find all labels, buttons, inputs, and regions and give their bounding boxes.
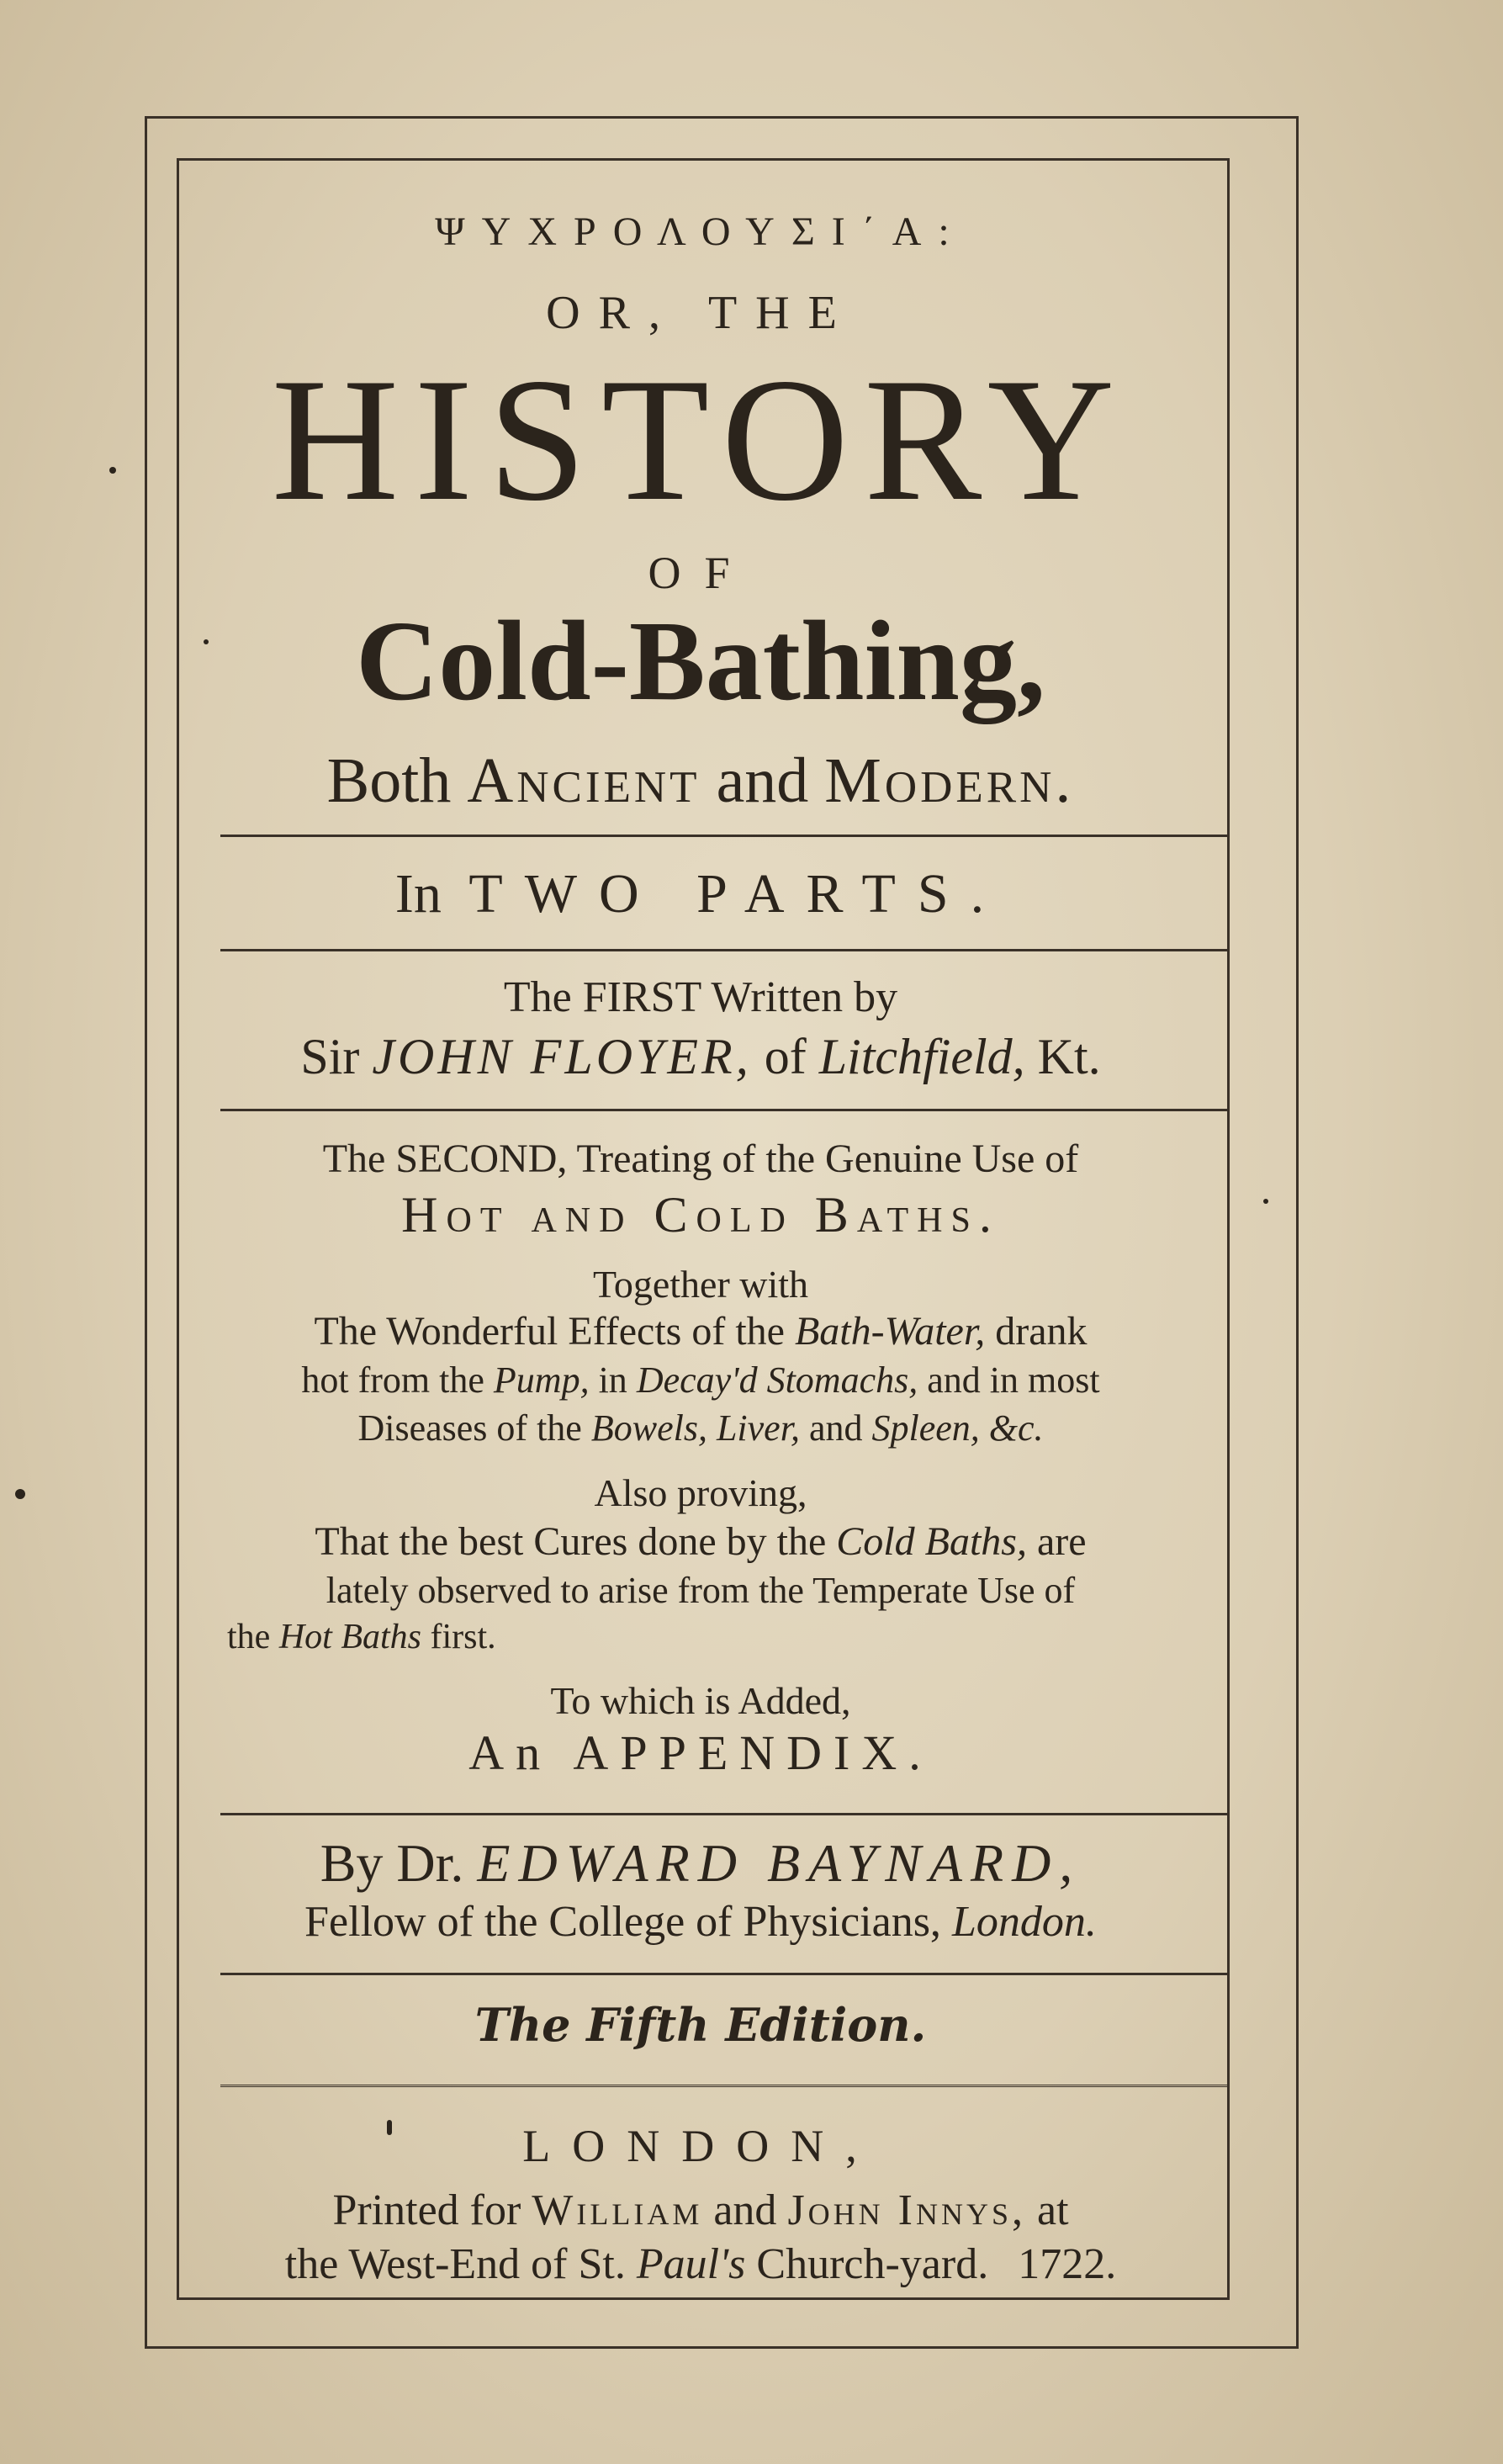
together-line-3 bbox=[177, 1407, 1225, 1449]
fellow-line bbox=[177, 1897, 1225, 1947]
ink-speck bbox=[387, 2120, 392, 2135]
printed-for-line bbox=[177, 2186, 1225, 2235]
ink-speck bbox=[204, 639, 209, 644]
ancient-modern-line bbox=[177, 744, 1225, 818]
also-line-3 bbox=[177, 1617, 1225, 1657]
text: the West-End of St. bbox=[284, 2240, 626, 2288]
appendix-line: An APPENDIX. bbox=[468, 1725, 933, 1780]
text: John Innys, bbox=[787, 2186, 1026, 2234]
text: first. bbox=[430, 1618, 496, 1656]
text: at bbox=[1037, 2186, 1069, 2234]
text: Paul's bbox=[636, 2240, 746, 2288]
text: Spleen, &c. bbox=[871, 1407, 1044, 1449]
text: Hot Baths bbox=[278, 1618, 421, 1656]
text: Fellow of the College of Physicians, bbox=[304, 1898, 941, 1946]
hot-cold-baths: Hot and Cold Baths. bbox=[401, 1187, 1000, 1243]
baynard-name: EDWARD BAYNARD, bbox=[477, 1833, 1082, 1893]
divider-rule bbox=[220, 1973, 1228, 1975]
text: Decay'd Stomachs, bbox=[636, 1359, 918, 1401]
second-part-line: The SECOND, Treating of the Genuine Use of bbox=[322, 1137, 1079, 1181]
of-heading: OF bbox=[648, 548, 754, 598]
together-heading: Together with bbox=[592, 1263, 809, 1306]
divider-rule bbox=[220, 1813, 1228, 1815]
text: and in most bbox=[927, 1359, 1100, 1401]
also-line-1 bbox=[177, 1518, 1225, 1565]
text: and bbox=[808, 1407, 863, 1449]
and-text: and bbox=[716, 745, 809, 816]
text: Bowels, Liver, bbox=[590, 1407, 800, 1449]
or-the: OR, THE bbox=[546, 287, 855, 339]
cold-bathing-heading: Cold-Bathing, bbox=[356, 598, 1045, 724]
text: London. bbox=[951, 1898, 1097, 1946]
double-rule bbox=[220, 2085, 1228, 2092]
text: Bath-Water, bbox=[794, 1309, 986, 1354]
together-line-2 bbox=[177, 1359, 1225, 1402]
both-text: Both bbox=[326, 745, 452, 816]
text: in bbox=[598, 1359, 627, 1401]
kt-text: Kt. bbox=[1037, 1029, 1101, 1084]
history-heading: HISTORY bbox=[271, 342, 1130, 538]
ancient-text: Ancient bbox=[467, 745, 701, 816]
ink-speck bbox=[1263, 1199, 1268, 1204]
two-parts-text: TWO PARTS. bbox=[468, 863, 1007, 925]
ink-speck bbox=[15, 1489, 25, 1499]
text: are bbox=[1036, 1519, 1087, 1564]
divider-rule bbox=[220, 949, 1228, 951]
also-line-2: lately observed to arise from the Temperate Use of bbox=[325, 1570, 1076, 1611]
text: Cold Baths, bbox=[836, 1519, 1027, 1564]
first-author-line bbox=[177, 1028, 1225, 1086]
first-part-line: The FIRST Written by bbox=[503, 973, 898, 1021]
text: the bbox=[227, 1618, 271, 1656]
divider-rule bbox=[220, 835, 1228, 837]
address-line bbox=[177, 2239, 1225, 2289]
text: Diseases of the bbox=[357, 1407, 582, 1449]
by-dr-text: By Dr. bbox=[320, 1833, 464, 1893]
text: The Wonderful Effects of the bbox=[314, 1309, 785, 1354]
of-text: of bbox=[764, 1029, 807, 1084]
sir-text: Sir bbox=[300, 1029, 360, 1084]
ink-speck bbox=[109, 467, 116, 474]
divider-rule bbox=[220, 1109, 1228, 1111]
also-heading: Also proving, bbox=[594, 1471, 807, 1514]
edition-line: The Fifth Edition. bbox=[474, 1998, 927, 2052]
text: Church-yard. bbox=[756, 2240, 989, 2288]
floyer-name: JOHN FLOYER, bbox=[372, 1029, 752, 1084]
year-text: 1722. bbox=[1018, 2240, 1117, 2288]
text: drank bbox=[995, 1309, 1088, 1354]
two-parts-line bbox=[177, 862, 1225, 926]
in-text: In bbox=[394, 863, 442, 925]
london-line: LONDON, bbox=[522, 2121, 879, 2171]
text: Printed for bbox=[332, 2186, 521, 2234]
text: William bbox=[532, 2186, 703, 2234]
added-line: To which is Added, bbox=[550, 1679, 851, 1722]
together-line-1 bbox=[177, 1308, 1225, 1354]
litchfield-text: Litchfield, bbox=[818, 1029, 1025, 1084]
greek-title: ΨΥΧΡΟΛΟΥΣΙ΄Α: bbox=[435, 209, 966, 254]
modern-text: Modern. bbox=[824, 745, 1075, 816]
text: and bbox=[713, 2186, 777, 2234]
text: That the best Cures done by the bbox=[315, 1519, 827, 1564]
by-author-line bbox=[177, 1832, 1225, 1894]
text: hot from the bbox=[301, 1359, 484, 1401]
text: Pump, bbox=[493, 1359, 590, 1401]
